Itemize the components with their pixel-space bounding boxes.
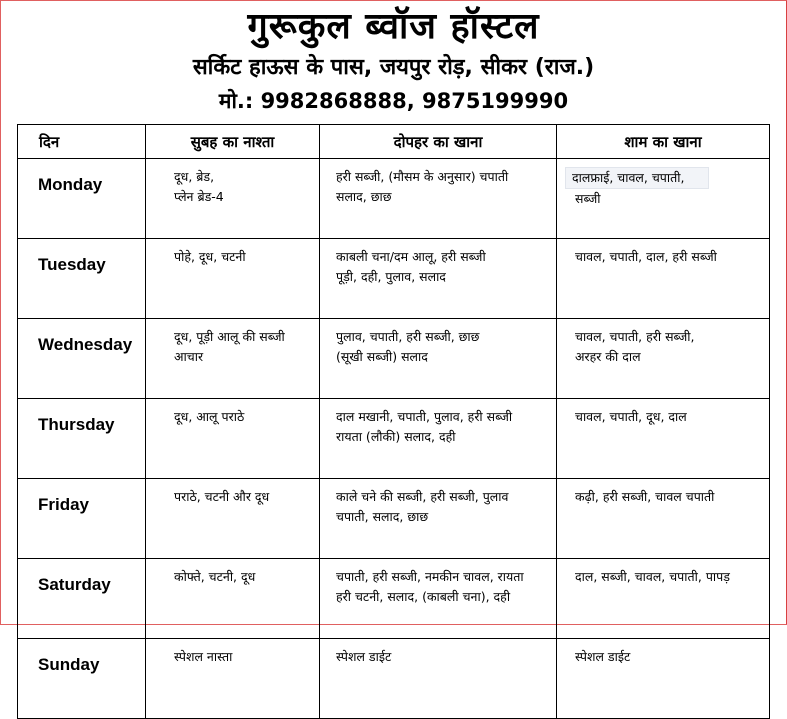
breakfast-cell [146, 559, 320, 639]
table-row [18, 399, 770, 479]
menu-line: आचार [174, 349, 204, 364]
table-row [18, 479, 770, 559]
lunch-cell [320, 319, 557, 399]
menu-line: दूध, आलू पराठे [174, 409, 245, 424]
dinner-cell [557, 399, 770, 479]
menu-line: (सूखी सब्जी) सलाद [336, 349, 428, 364]
menu-line: सलाद, छाछ [336, 189, 392, 204]
breakfast-cell [146, 319, 320, 399]
menu-line: चावल, चपाती, दाल, हरी सब्जी [575, 249, 717, 264]
lunch-cell [320, 559, 557, 639]
hostel-phone: मो.: 9982868888, 9875199990 [218, 89, 569, 113]
menu-line: हरी चटनी, सलाद, (काबली चना), दही [336, 589, 511, 604]
hostel-title: गुरूकुल ब्वॉज हॉस्टल [247, 6, 540, 47]
lunch-cell [320, 639, 557, 719]
header-lunch: दोपहर का खाना [320, 125, 557, 159]
dinner-cell [557, 479, 770, 559]
breakfast-cell [146, 479, 320, 559]
day-cell: Sunday [18, 639, 146, 719]
menu-line: अरहर की दाल [575, 349, 641, 364]
menu-line: पुलाव, चपाती, हरी सब्जी, छाछ [336, 329, 480, 344]
table-header-row [18, 125, 770, 159]
day-cell: Friday [18, 479, 146, 559]
day-cell: Monday [18, 159, 146, 239]
menu-line: दूध, ब्रेड, [174, 169, 215, 184]
day-cell: Saturday [18, 559, 146, 639]
day-cell: Tuesday [18, 239, 146, 319]
menu-line: प्लेन ब्रेड-4 [174, 189, 224, 204]
breakfast-cell [146, 399, 320, 479]
table-row [18, 639, 770, 719]
menu-line: स्पेशल डाईट [336, 649, 392, 664]
menu-line: दूध, पूड़ी आलू की सब्जी [174, 329, 285, 344]
table-row [18, 319, 770, 399]
dinner-cell [557, 559, 770, 639]
dinner-cell [557, 639, 770, 719]
lunch-cell [320, 159, 557, 239]
header-dinner: शाम का खाना [557, 125, 770, 159]
menu-line: काले चने की सब्जी, हरी सब्जी, पुलाव [336, 489, 509, 504]
lunch-cell [320, 239, 557, 319]
menu-line: सब्जी [575, 191, 601, 206]
menu-line: चावल, चपाती, हरी सब्जी, [575, 329, 695, 344]
menu-line: स्पेशल नास्ता [174, 649, 233, 664]
header-breakfast: सुबह का नाश्ता [146, 125, 320, 159]
menu-line: स्पेशल डाईट [575, 649, 631, 664]
dinner-cell [557, 319, 770, 399]
lunch-cell [320, 479, 557, 559]
hostel-address: सर्किट हाऊस के पास, जयपुर रोड़, सीकर (राज.) [192, 55, 595, 80]
lunch-cell [320, 399, 557, 479]
table-row [18, 559, 770, 639]
menu-line: रायता (लौकी) सलाद, दही [336, 429, 456, 444]
menu-line: दाल मखानी, चपाती, पुलाव, हरी सब्जी [336, 409, 513, 424]
dinner-cell [557, 239, 770, 319]
menu-line: दालफ्राई, चावल, चपाती, [565, 167, 709, 189]
breakfast-cell [146, 239, 320, 319]
weekly-menu-table [17, 124, 770, 719]
header-day: दिन [18, 125, 146, 159]
menu-line: चपाती, सलाद, छाछ [336, 509, 429, 524]
breakfast-cell [146, 639, 320, 719]
menu-line: हरी सब्जी, (मौसम के अनुसार) चपाती [336, 169, 509, 184]
menu-line: दाल, सब्जी, चावल, चपाती, पापड़ [575, 569, 730, 584]
menu-line: चपाती, हरी सब्जी, नमकीन चावल, रायता [336, 569, 524, 584]
menu-line: पूड़ी, दही, पुलाव, सलाद [336, 269, 446, 284]
menu-line: कोफ्ते, चटनी, दूध [174, 569, 256, 584]
day-cell: Wednesday [18, 319, 146, 399]
dinner-cell [557, 159, 770, 239]
menu-line: पराठे, चटनी और दूध [174, 489, 270, 504]
day-cell: Thursday [18, 399, 146, 479]
table-row [18, 239, 770, 319]
menu-line: कढ़ी, हरी सब्जी, चावल चपाती [575, 489, 715, 504]
menu-line: चावल, चपाती, दूध, दाल [575, 409, 687, 424]
breakfast-cell [146, 159, 320, 239]
table-row [18, 159, 770, 239]
menu-line: काबली चना/दम आलू, हरी सब्जी [336, 249, 486, 264]
menu-line: पोहे, दूध, चटनी [174, 249, 246, 264]
